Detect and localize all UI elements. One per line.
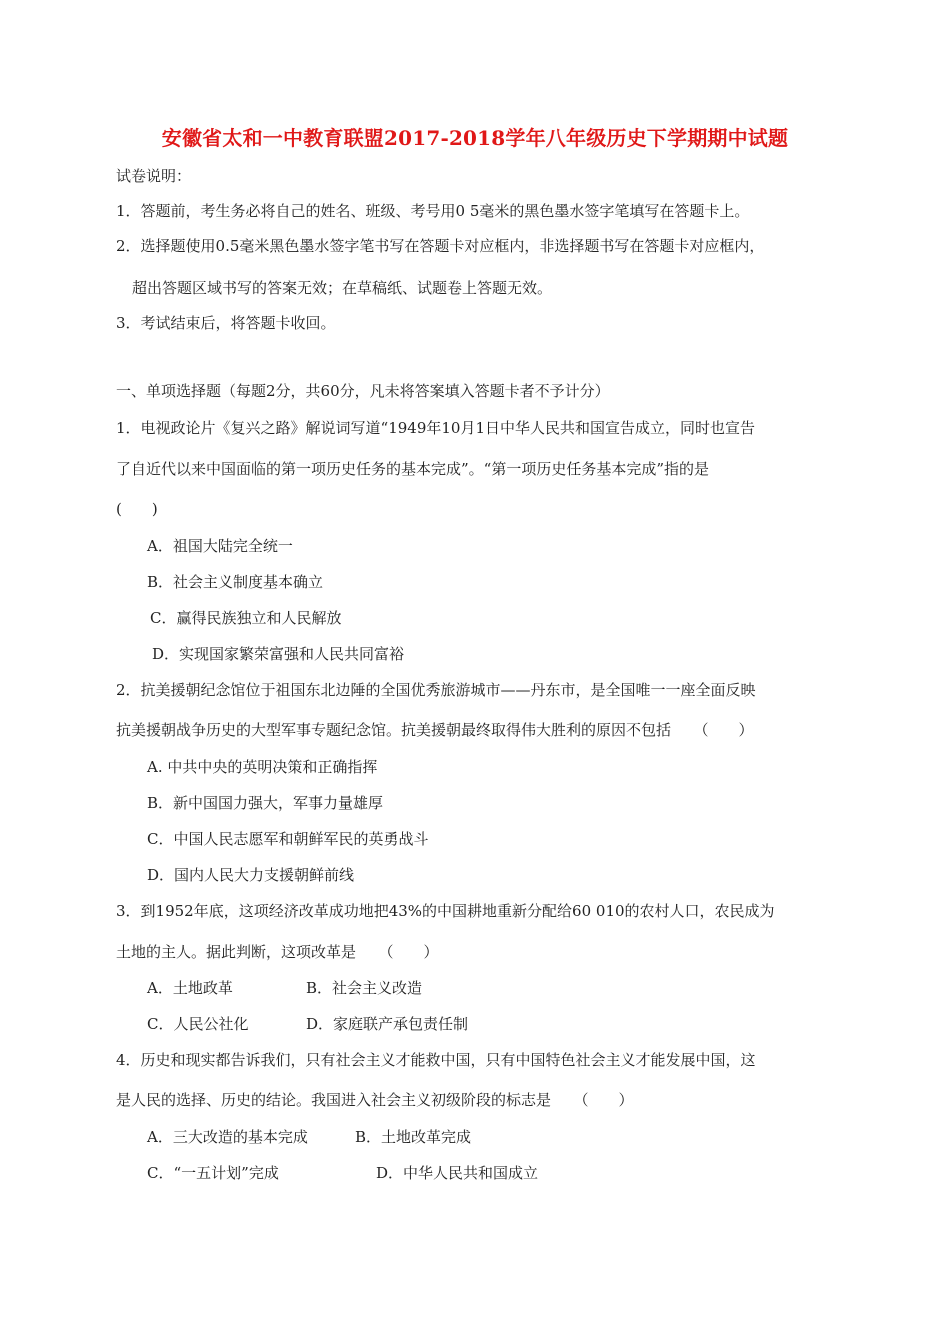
question-1-line-2: 了自近代以来中国面临的第一项历史任务的基本完成”。“第一项历史任务基本完成”指的是 xyxy=(116,460,710,478)
question-2-option-b: B．新中国国力强大，军事力量雄厚 xyxy=(147,794,384,812)
question-3-option-c: C．人民公社化 xyxy=(147,1015,249,1033)
question-1-option-c: C．赢得民族独立和人民解放 xyxy=(150,609,342,627)
instruction-item-3: 3．考试结束后，将答题卡收回。 xyxy=(116,314,336,332)
instruction-item-1: 1．答题前，考生务必将自己的姓名、班级、考号用0 5毫米的黑色墨水签字笔填写在答题卡上。 xyxy=(116,202,750,220)
question-3-line-1: 3．到1952年底，这项经济改革成功地把43%的中国耕地重新分配给60 010的农村人口，农民成为 xyxy=(116,902,775,920)
question-3-option-a: A．土地政革 xyxy=(147,979,233,997)
question-4-line-1: 4．历史和现实都告诉我们，只有社会主义才能救中国，只有中国特色社会主义才能发展中国，这 xyxy=(116,1051,756,1069)
question-3-option-b: B．社会主义改造 xyxy=(306,979,423,997)
question-1-option-d: D．实现国家繁荣富强和人民共同富裕 xyxy=(152,645,405,663)
question-4-option-a: A．三大改造的基本完成 xyxy=(147,1128,308,1146)
exam-title: 安徽省太和一中教育联盟2017-2018学年八年级历史下学期期中试题 xyxy=(161,126,789,150)
question-2-line-2: 抗美援朝战争历史的大型军事专题纪念馆。抗美援朝最终取得伟大胜利的原因不包括 （ ） xyxy=(116,721,754,739)
question-3-line-2: 土地的主人。据此判断，这项改革是 （ ） xyxy=(116,943,439,961)
instruction-item-2: 2．选择题使用0.5毫米黑色墨水签字笔书写在答题卡对应框内，非选择题书写在答题卡对应框内， xyxy=(116,237,765,255)
question-1-option-a: A．祖国大陆完全统一 xyxy=(147,537,293,555)
section-heading: 一、单项选择题（每题2分，共60分，凡未将答案填入答题卡者不予计分） xyxy=(116,382,610,400)
question-4-option-d: D．中华人民共和国成立 xyxy=(376,1164,539,1182)
question-1-line-1: 1．电视政论片《复兴之路》解说词写道“1949年10月1日中华人民共和国宣告成立，同时也宣告 xyxy=(116,419,756,437)
question-2-line-1: 2．抗美援朝纪念馆位于祖国东北边陲的全国优秀旅游城市——丹东市，是全国唯一一座全面反映 xyxy=(116,681,756,699)
question-3-option-d: D．家庭联产承包责任制 xyxy=(306,1015,469,1033)
question-4-option-b: B．土地改革完成 xyxy=(355,1128,472,1146)
question-2-option-d: D．国内人民大力支援朝鲜前线 xyxy=(147,866,355,884)
question-1-line-3: ( ) xyxy=(116,500,158,518)
question-1-option-b: B．社会主义制度基本确立 xyxy=(147,573,324,591)
question-4-option-c: C．“一五计划”完成 xyxy=(147,1164,279,1182)
question-2-option-a: A. 中共中央的英明决策和正确指挥 xyxy=(147,758,378,776)
question-4-line-2: 是人民的选择、历史的结论。我国进入社会主义初级阶段的标志是 （ ） xyxy=(116,1091,634,1109)
instruction-item-2-cont: 超出答题区域书写的答案无效；在草稿纸、试题卷上答题无效。 xyxy=(132,279,553,297)
question-2-option-c: C．中国人民志愿军和朝鲜军民的英勇战斗 xyxy=(147,830,429,848)
instructions-heading: 试卷说明： xyxy=(116,167,192,185)
